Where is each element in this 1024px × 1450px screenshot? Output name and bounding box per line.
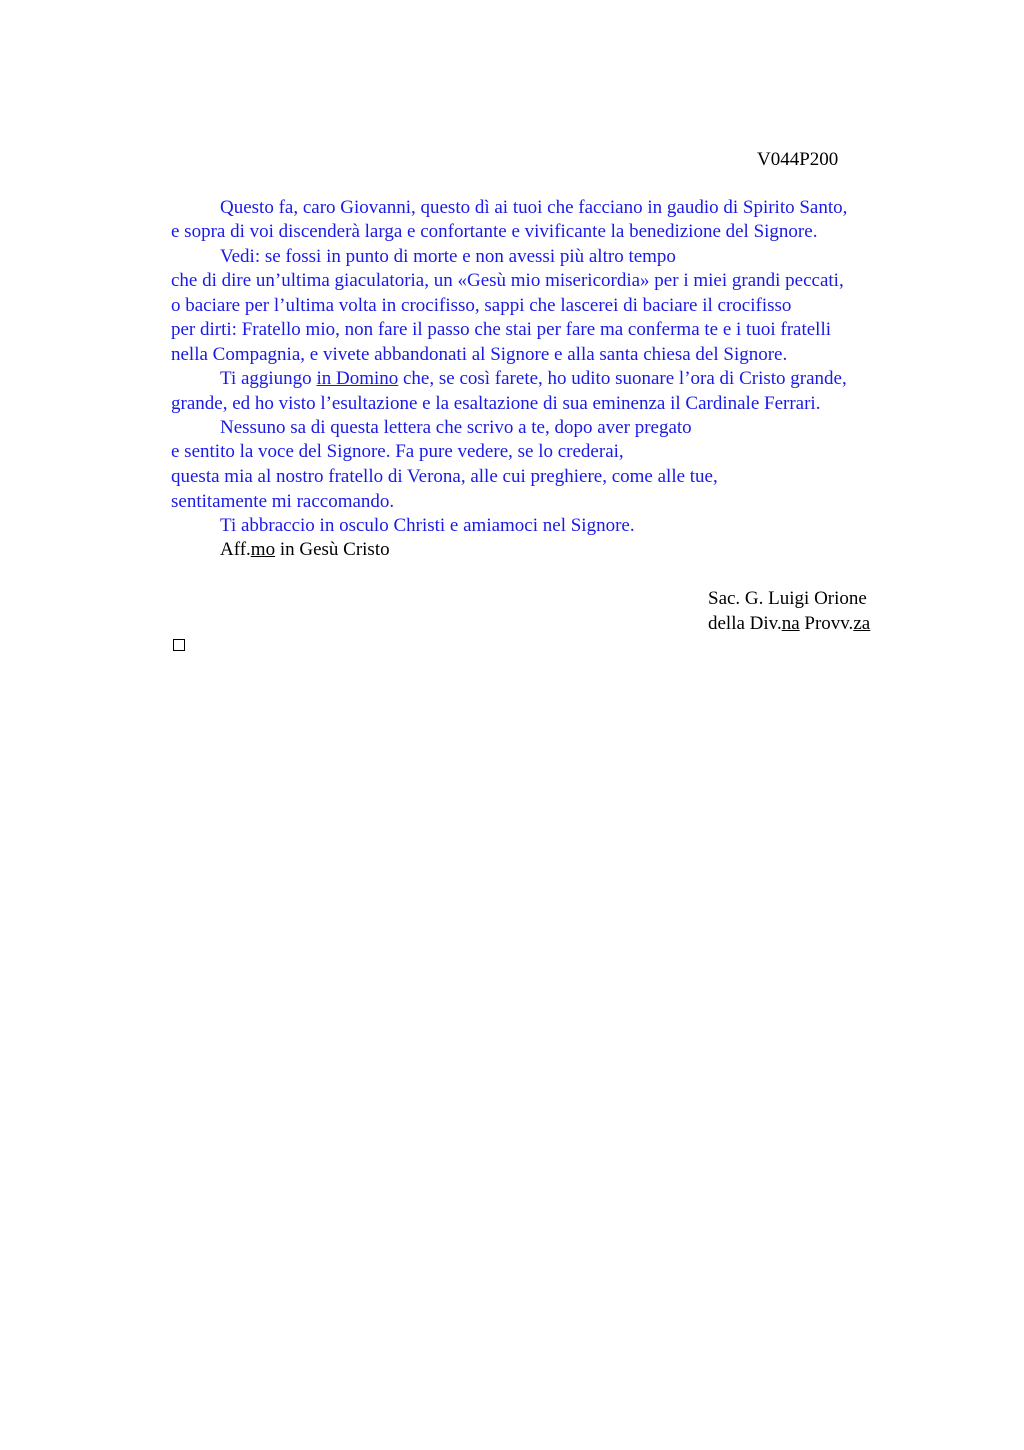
letter-line-11: e sentito la voce del Signore. Fa pure vedere, se lo crederai, <box>171 441 624 462</box>
page-id: V044P200 <box>757 149 839 170</box>
signature-title-part-4: za <box>853 613 871 634</box>
letter-line-7: nella Compagnia, e vivete abbandonati al Signore e alla santa chiesa del Signore. <box>171 344 788 365</box>
letter-line-10: Nessuno sa di questa lettera che scrivo a te, dopo aver pregato <box>220 417 692 438</box>
signature-title-part-3: Provv. <box>799 613 854 634</box>
letter-line-8-end: che, se così farete, ho udito suonare l’ora di Cristo grande, <box>398 368 847 389</box>
letter-line-4: che di dire un’ultima giaculatoria, un «Gesù mio misericordia» per i miei grandi peccati, <box>171 270 844 291</box>
letter-line-8-start: Ti aggiungo <box>220 368 317 389</box>
letter-line-12: questa mia al nostro fratello di Verona, alle cui preghiere, come alle tue, <box>171 466 718 487</box>
signature-title-part-1: della Div. <box>708 613 782 634</box>
letter-line-14: Ti abbraccio in osculo Christi e amiamoci nel Signore. <box>220 515 635 536</box>
letter-line-13: sentitamente mi raccomando. <box>171 491 395 512</box>
in-domino-phrase: in Domino <box>316 368 399 389</box>
closing-aff: Aff. <box>220 539 251 560</box>
closing-mo: mo <box>250 539 276 560</box>
signature-name: Sac. G. Luigi Orione <box>708 588 867 609</box>
signature-title-part-2: na <box>781 613 800 634</box>
signature-title <box>708 612 870 636</box>
closing-rest: in Gesù Cristo <box>275 539 390 560</box>
letter-line-1: Questo fa, caro Giovanni, questo dì ai tuoi che facciano in gaudio di Spirito Santo, <box>220 197 848 218</box>
letter-line-9: grande, ed ho visto l’esultazione e la esaltazione di sua eminenza il Cardinale Ferrari. <box>171 393 821 414</box>
letter-line-5: o baciare per l’ultima volta in crocifisso, sappi che lascerei di baciare il crocifisso <box>171 295 792 316</box>
letter-line-2: e sopra di voi discenderà larga e confortante e vivificante la benedizione del Signore. <box>171 221 818 242</box>
closing-line <box>220 538 390 562</box>
letter-line-6: per dirti: Fratello mio, non fare il passo che stai per fare ma conferma te e i tuoi fratelli <box>171 319 831 340</box>
letter-line-8 <box>220 367 847 391</box>
empty-square-icon <box>173 639 185 651</box>
letter-line-3: Vedi: se fossi in punto di morte e non avessi più altro tempo <box>220 246 676 267</box>
